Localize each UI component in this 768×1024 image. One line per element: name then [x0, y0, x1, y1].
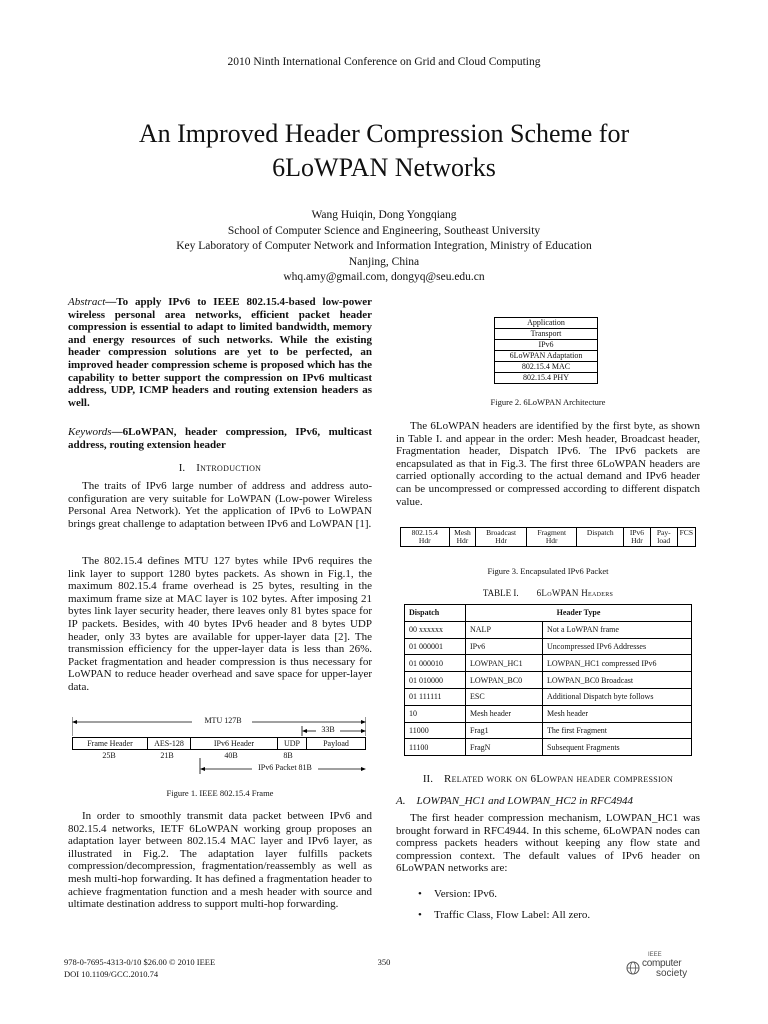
intro-paragraph-2: The 802.15.4 defines MTU 127 bytes while IPv6 requires the link layer to support 1280 bytes packets. As shown in Fig.1, the maximum 802.15.4 frame overhead is 25 bytes, resulting in the maximum frame size at MAC layer is 102 bytes. After imposing 21 bytes link layer security header, there leaves only 81 bytes space for IP packets. Besides, with 40 bytes IPv6 header and 8 bytes UDP header, only 33 bytes are available for upper-layer data [2]. The transmission efficiency for the upper-layer data is less than 26%. Packet fragmentation and header compression is thus necessary for LoWPAN to reduce header overhead and save space for upper-layer data.: [68, 555, 372, 693]
table-row: 01 010000 LOWPAN_BC0 LOWPAN_BC0 Broadcast: [405, 672, 692, 689]
table-1-label: TABLE I.: [482, 588, 519, 598]
table-row: 11000 Frag1 The first Fragment: [405, 722, 692, 739]
layer-cell: IPv6: [495, 340, 598, 351]
author-names: Wang Huiqin, Dong Yongqiang: [311, 209, 457, 221]
packet-cell: Broadcast Hdr: [476, 528, 527, 547]
keywords: [68, 426, 372, 451]
section-1-title: Introduction: [196, 462, 262, 474]
table-1-name: 6LoWPAN Headers: [536, 588, 614, 598]
size-label: 40B: [224, 751, 238, 760]
table-header: Header Type: [466, 605, 692, 622]
abstract: [68, 296, 372, 409]
keywords-label: Keywords: [68, 426, 112, 438]
figure-3-caption: Figure 3. Encapsulated IPv6 Packet: [487, 566, 609, 576]
frame-cell: UDP: [278, 738, 307, 750]
right-paragraph-2: The first header compression mechanism, LOWPAN_HC1 was brought forward in RFC4944. In this scheme, 6LoWPAN nodes can compress packets headers without keeping any flow state and compression context. The default values of IPv6 header on 6LoWPAN networks are:: [396, 812, 700, 875]
section-2-heading: [396, 773, 700, 786]
packet-cell: IPv6 Hdr: [624, 528, 651, 547]
packet-label: IPv6 Packet 81B: [258, 763, 312, 772]
author-block: [0, 208, 768, 286]
intro-paragraph-1: The traits of IPv6 large number of address and address auto-configuration are very suitable for LoWPAN (Low-power Wireless Personal Area Network). Yet the application of IPv6 to LoWPAN brings great challenge to adaptation between IPv6 and LoWPAN [1].: [68, 480, 372, 530]
layer-row: [495, 362, 598, 373]
title-line-2: 6LoWPAN Networks: [272, 153, 496, 182]
intro-paragraph-3: In order to smoothly transmit data packet between IPv6 and 802.15.4 networks, IETF 6LoWPAN working group proposes an adaptation layer between 802.15.4 MAC layer and IPv6 layer, as illustrated in Fig.2. The adaptation layer fulfills packets compression/decompression, fragmentation/reassembly as well as mesh multi-hop forwarding. It has defined a fragmentation header to achieve fragmentation function and a mesh header with source and ultimate destination address to support multi-hop forwarding.: [68, 810, 372, 911]
affiliation-2: Key Laboratory of Computer Network and Information Integration, Ministry of Education: [176, 240, 592, 252]
mtu-label: MTU 127B: [204, 716, 242, 725]
author-emails: whq.amy@gmail.com, dongyq@seu.edu.cn: [283, 271, 485, 283]
table-1-title: [396, 588, 700, 598]
layer-row: [495, 329, 598, 340]
bullet-list: [396, 888, 700, 921]
page-number: 350: [377, 957, 391, 967]
frame-cell: Payload: [307, 738, 366, 750]
footer-isbn: 978-0-7695-4313-0/10 $26.00 © 2010 IEEE: [64, 957, 216, 967]
size-label: 25B: [102, 751, 116, 760]
list-item: • Traffic Class, Flow Label: All zero.: [396, 909, 700, 922]
figure-3-packet: [400, 527, 696, 547]
table-row: 01 000010 LOWPAN_HC1 LOWPAN_HC1 compressed IPv6: [405, 655, 692, 672]
table-header-row: [405, 605, 692, 622]
ieee-computer-society-logo: [626, 952, 706, 982]
frame-row: [73, 738, 366, 750]
layer-cell: Application: [495, 318, 598, 329]
packet-cell: Mesh Hdr: [449, 528, 476, 547]
logo-computer: computer: [642, 958, 682, 969]
table-row: 01 000001 IPv6 Uncompressed IPv6 Addresses: [405, 638, 692, 655]
layer-cell: Transport: [495, 329, 598, 340]
right-paragraph-1: The 6LoWPAN headers are identified by the first byte, as shown in Table I. and appear in the order: Mesh header, Broadcast header, Fragmentation header, Dispatch IPv6. The IPv6 packets are encapsulated as that in Fig.3. The first three 6LoWPAN headers are carried optionally according to the actual demand and IPv6 header can be uncompressed or compressed according to different dispatch value.: [396, 420, 700, 508]
author-location: Nanjing, China: [348, 255, 420, 268]
frame-cell: Frame Header: [73, 738, 148, 750]
subsection-a-heading: [396, 795, 700, 808]
section-2-title: Related work on 6Lowpan header compression: [443, 773, 674, 785]
list-item: • Version: IPv6.: [396, 888, 700, 901]
layer-cell: 802.15.4 PHY: [495, 373, 598, 384]
globe-icon: [626, 961, 640, 975]
layer-cell: 6LoWPAN Adaptation: [495, 351, 598, 362]
layer-cell: 802.15.4 MAC: [495, 362, 598, 373]
subsection-a-number: A.: [396, 795, 406, 807]
figure-1-caption: Figure 1. IEEE 802.15.4 Frame: [166, 788, 274, 798]
table-header: Dispatch: [405, 605, 466, 622]
packet-cell: Pay- load: [650, 528, 677, 547]
size-label: 8B: [283, 751, 293, 760]
figure-2-stack: [494, 317, 598, 384]
logo-ieee: IEEE: [648, 952, 662, 958]
figure-1: [72, 712, 366, 792]
b33-label: 33B: [321, 725, 335, 734]
packet-row: [401, 528, 696, 547]
packet-cell: Fragment Hdr: [526, 528, 577, 547]
frame-table: [72, 737, 366, 750]
frame-cell: AES-128: [148, 738, 191, 750]
table-row: 11100 FragN Subsequent Fragments: [405, 739, 692, 756]
layer-row: [495, 351, 598, 362]
layer-row: [495, 318, 598, 329]
table-row: 10 Mesh header Mesh header: [405, 705, 692, 722]
table-row: 01 111111 ESC Additional Dispatch byte follows: [405, 688, 692, 705]
subsection-a-title: LOWPAN_HC1 and LOWPAN_HC2 in RFC4944: [416, 795, 634, 807]
abstract-label: Abstract: [68, 296, 106, 308]
packet-cell: FCS: [677, 528, 695, 547]
section-2-number: II.: [422, 773, 433, 785]
size-label: 21B: [160, 751, 174, 760]
footer-doi: DOI 10.1109/GCC.2010.74: [64, 969, 159, 979]
table-1: [404, 604, 692, 756]
affiliation-1: School of Computer Science and Engineering, Southeast University: [227, 224, 541, 237]
keywords-text: —6LoWPAN, header compression, IPv6, multicast address, routing extension header: [68, 426, 372, 451]
figure-2-caption: Figure 2. 6LoWPAN Architecture: [490, 397, 606, 407]
abstract-text: —To apply IPv6 to IEEE 802.15.4-based low-power wireless personal area networks, efficient packet header compression is essential to adapt to limited bandwidth, memory and energy resources of such networks. While the existing header compression solutions are yet to be perfected, an improved header compression scheme is proposed which has the capability to better support the compression on IPv6 multicast address, UDP, ICMP headers and routing extension headers as well.: [68, 296, 372, 409]
title-line-1: An Improved Header Compression Scheme for: [138, 119, 630, 148]
layer-row: [495, 373, 598, 384]
conference-header: 2010 Ninth International Conference on Grid and Cloud Computing: [227, 56, 541, 68]
layer-row: [495, 340, 598, 351]
section-1-number: I.: [178, 462, 186, 474]
table-row: 00 xxxxxx NALP Not a LoWPAN frame: [405, 621, 692, 638]
paper-title: [60, 117, 708, 185]
frame-cell: IPv6 Header: [191, 738, 278, 750]
logo-society: society: [656, 968, 688, 979]
packet-cell: 802.15.4 Hdr: [401, 528, 450, 547]
section-1-heading: [68, 462, 372, 475]
packet-cell: Dispatch: [577, 528, 624, 547]
